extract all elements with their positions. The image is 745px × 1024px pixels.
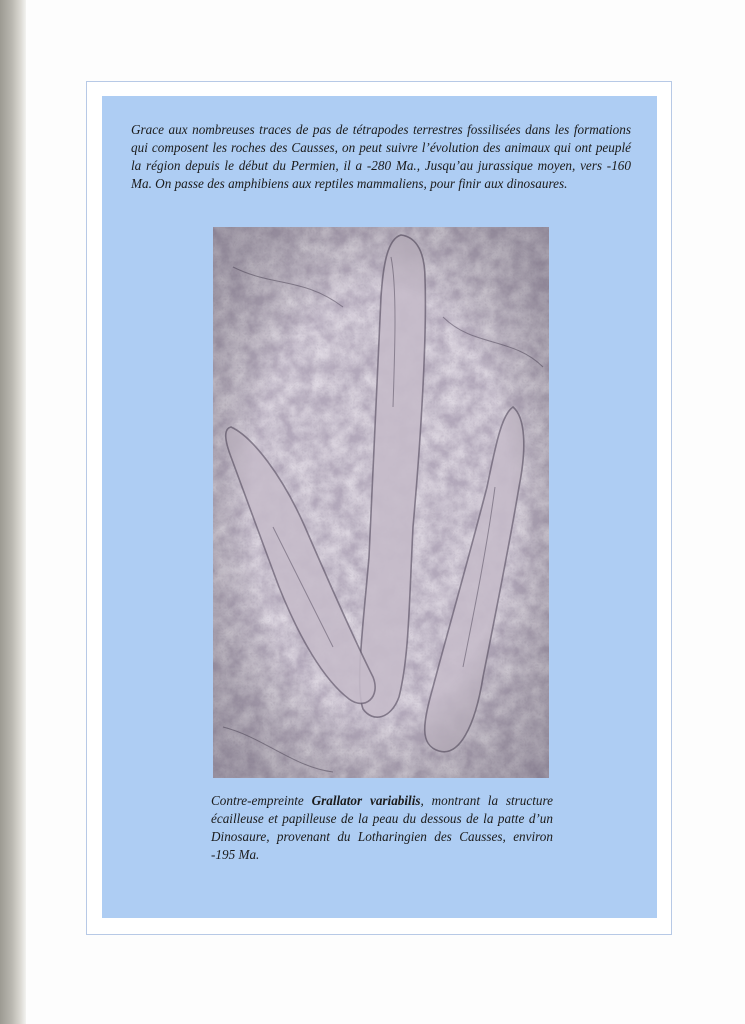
scan-edge bbox=[0, 0, 26, 1024]
photo-caption bbox=[211, 792, 553, 864]
caption-prefix: Contre-empreinte bbox=[211, 793, 312, 808]
intro-paragraph: Grace aux nombreuses traces de pas de tétrapodes terrestres fossilisées dans les formations qui composent les roches des Causses, on peut suivre l’évolution des animaux qui ont peuplé la région depuis le début du Permien, il a -280 Ma., Jusqu’au jurassique moyen, vers -160 Ma. On passe des amphibiens aux reptiles mammaliens, pour finir aux dinosaures. bbox=[131, 122, 631, 191]
fossil-footprint-photo bbox=[213, 227, 549, 778]
caption-rest: , montrant la structure écailleuse et papilleuse de la peau du dessous de la patte d’un Dinosaure, provenant du Lotharingien des Causses, environ -195 Ma. bbox=[211, 793, 554, 862]
caption-species: Grallator variabilis bbox=[311, 793, 421, 808]
